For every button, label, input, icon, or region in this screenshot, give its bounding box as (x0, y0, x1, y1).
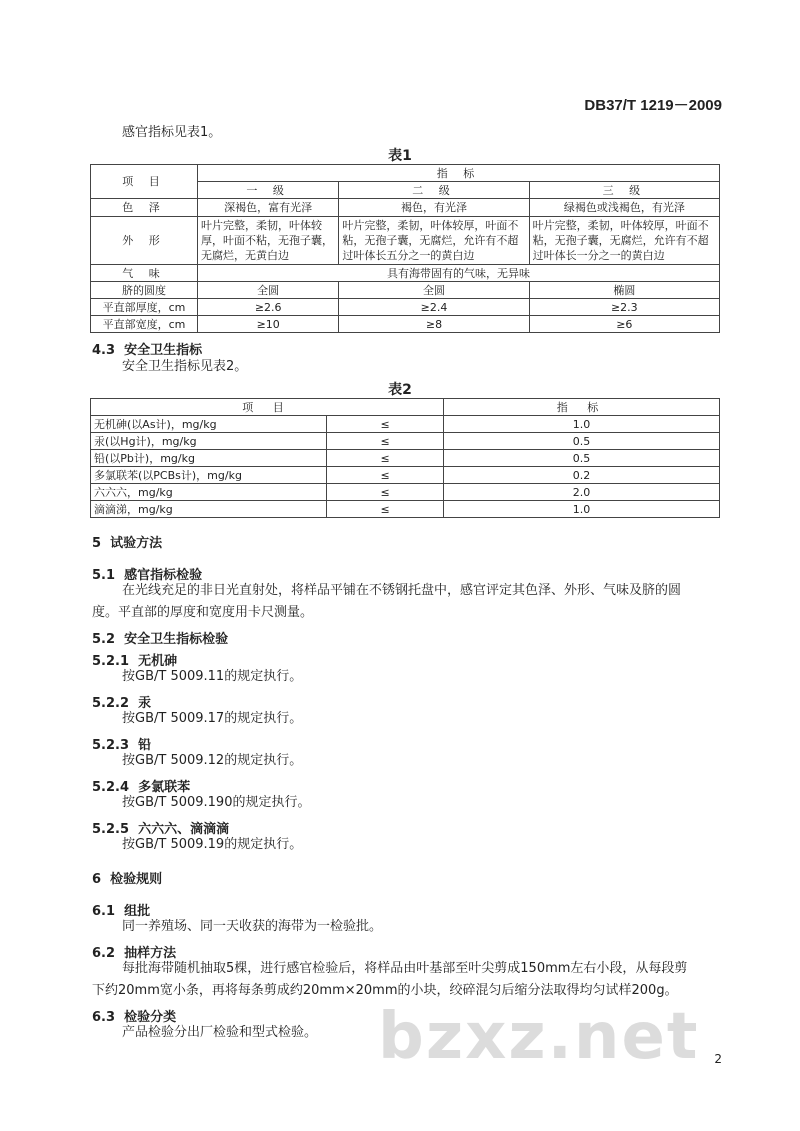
section-5-2-3-text: 按GB/T 5009.12的规定执行。 (122, 753, 303, 768)
section-5-2-2-heading: 5.2.2 汞 (92, 696, 152, 711)
table-row-item: 色 泽 (91, 199, 198, 217)
table-row-item: 无机砷(以As计)，mg/kg (91, 416, 327, 433)
section-5-2-1-text: 按GB/T 5009.11的规定执行。 (122, 669, 303, 684)
table2-head-index: 指 标 (443, 399, 719, 416)
section-5-2-4-text: 按GB/T 5009.190的规定执行。 (122, 795, 311, 810)
table-row-item: 平直部厚度，cm (91, 299, 198, 316)
standard-code: DB37/T 1219－2009 (584, 97, 722, 114)
table-row-item: 气 味 (91, 265, 198, 282)
table-cell: ≤ (327, 416, 444, 433)
section-5-1-line1: 在光线充足的非日光直射处，将样品平铺在不锈钢托盘中，感官评定其色泽、外形、气味及脐的圆 (122, 583, 682, 598)
section-5-2-5-heading: 5.2.5 六六六、滴滴滴 (92, 822, 230, 837)
section-5-2-4-heading: 5.2.4 多氯联苯 (92, 780, 191, 795)
section-6-2-line1: 每批海带随机抽取5棵，进行感官检验后，将样品由叶基部至叶尖剪成150mm左右小段，从每段剪 (122, 961, 688, 976)
section-5-2-2-text: 按GB/T 5009.17的规定执行。 (122, 711, 303, 726)
table-cell: 0.5 (443, 433, 719, 450)
table1-grade-3: 三 级 (529, 182, 719, 199)
table-cell: 椭圆 (529, 282, 719, 299)
sensory-table (90, 164, 720, 333)
section-6-3-heading: 6.3 检验分类 (92, 1010, 177, 1025)
sensory-intro: 感官指标见表1。 (122, 125, 222, 140)
table-row-item: 多氯联苯(以PCBs计)，mg/kg (91, 467, 327, 484)
safety-table (90, 398, 720, 518)
table-cell: 2.0 (443, 484, 719, 501)
table1-grade-1: 一 级 (198, 182, 339, 199)
table-row-item: 平直部宽度，cm (91, 316, 198, 333)
table1-grade-2: 二 级 (339, 182, 529, 199)
table-cell: 褐色，有光泽 (339, 199, 529, 217)
table1-head-index: 指 标 (198, 165, 720, 182)
section-6-1-heading: 6.1 组批 (92, 904, 151, 919)
table-cell: 1.0 (443, 416, 719, 433)
section-4-3-heading: 4.3 安全卫生指标 (92, 343, 203, 358)
table-cell: 0.5 (443, 450, 719, 467)
table-cell: ≥2.4 (339, 299, 529, 316)
table-cell: 叶片完整，柔韧，叶体较厚，叶面不粘，无孢子囊，无腐烂，允许有不超过叶体长五分之一的黄白边 (339, 217, 529, 265)
table-cell: ≥6 (529, 316, 719, 333)
section-6-heading: 6 检验规则 (92, 872, 163, 887)
table-row-item: 外 形 (91, 217, 198, 265)
section-6-2-line2: 下约20mm宽小条，再将每条剪成约20mm×20mm的小块，绞碎混匀后缩分法取得均匀试样200g。 (92, 983, 678, 998)
table-cell: ≤ (327, 501, 444, 518)
table-cell: ≤ (327, 467, 444, 484)
table-cell: 绿褐色或浅褐色，有光泽 (529, 199, 719, 217)
table-row-item: 脐的圆度 (91, 282, 198, 299)
table-cell: 具有海带固有的气味，无异味 (198, 265, 720, 282)
section-6-3-text: 产品检验分出厂检验和型式检验。 (122, 1025, 318, 1040)
section-4-3-text: 安全卫生指标见表2。 (122, 359, 248, 374)
table-cell: 叶片完整，柔韧，叶体较厚，叶面不粘，无孢子囊，无腐烂，允许有不超过叶体长一分之一的黄白边 (529, 217, 719, 265)
section-5-2-3-heading: 5.2.3 铅 (92, 738, 152, 753)
section-5-1-line2: 度。平直部的厚度和宽度用卡尺测量。 (92, 605, 314, 620)
table-cell: ≤ (327, 450, 444, 467)
table-row-item: 铅(以Pb计)，mg/kg (91, 450, 327, 467)
table-row-item: 六六六，mg/kg (91, 484, 327, 501)
section-6-1-text: 同一养殖场、同一天收获的海带为一检验批。 (122, 919, 383, 934)
table-cell: ≥8 (339, 316, 529, 333)
table-cell: 1.0 (443, 501, 719, 518)
table-cell: 0.2 (443, 467, 719, 484)
table-cell: 叶片完整，柔韧，叶体较厚，叶面不粘，无孢子囊，无腐烂，无黄白边 (198, 217, 339, 265)
page-number: 2 (714, 1052, 722, 1066)
table-row-item: 汞(以Hg计)，mg/kg (91, 433, 327, 450)
section-5-2-1-heading: 5.2.1 无机砷 (92, 654, 178, 669)
watermark: bzxz.net (378, 1000, 700, 1074)
table1-caption: 表1 (388, 148, 412, 164)
table-cell: 全圆 (198, 282, 339, 299)
table2-caption: 表2 (388, 382, 412, 398)
table-cell: ≥2.3 (529, 299, 719, 316)
table-cell: ≥2.6 (198, 299, 339, 316)
section-5-heading: 5 试验方法 (92, 536, 163, 551)
table-cell: 全圆 (339, 282, 529, 299)
table-cell: ≥10 (198, 316, 339, 333)
table1-head-item: 项 目 (91, 165, 198, 199)
table-cell: ≤ (327, 484, 444, 501)
section-5-2-5-text: 按GB/T 5009.19的规定执行。 (122, 837, 303, 852)
section-6-2-heading: 6.2 抽样方法 (92, 946, 177, 961)
table-cell: 深褐色，富有光泽 (198, 199, 339, 217)
table2-head-item: 项 目 (91, 399, 444, 416)
table-cell: ≤ (327, 433, 444, 450)
table-row-item: 滴滴涕，mg/kg (91, 501, 327, 518)
section-5-1-heading: 5.1 感官指标检验 (92, 568, 203, 583)
section-5-2-heading: 5.2 安全卫生指标检验 (92, 632, 229, 647)
